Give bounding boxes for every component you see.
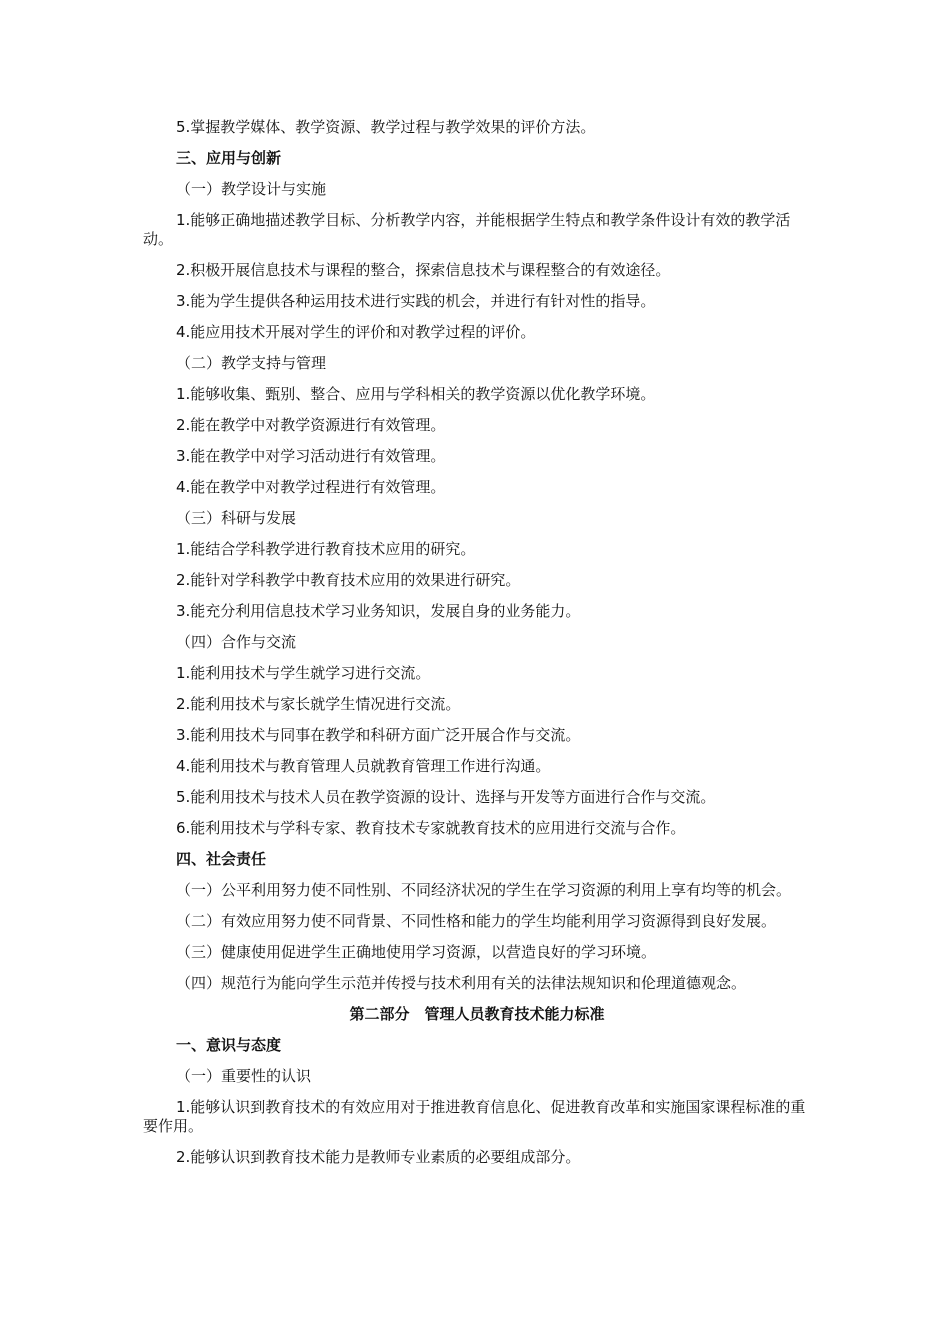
paragraph: 4.能应用技术开展对学生的评价和对教学过程的评价。 — [176, 323, 536, 341]
paragraph: 3.能利用技术与同事在教学和科研方面广泛开展合作与交流。 — [176, 726, 581, 744]
subsection-heading: （一）重要性的认识 — [176, 1067, 312, 1085]
paragraph: 5.掌握教学媒体、教学资源、教学过程与教学效果的评价方法。 — [176, 118, 596, 136]
section-heading: 一、意识与态度 — [176, 1036, 282, 1054]
part-title: 第二部分 管理人员教育技术能力标准 — [349, 1005, 605, 1023]
paragraph: （三）健康使用促进学生正确地使用学习资源，以营造良好的学习环境。 — [176, 943, 657, 961]
paragraph: 1.能够认识到教育技术的有效应用对于推进教育信息化、促进教育改革和实施国家课程标准的重要作用。 — [143, 1098, 806, 1135]
paragraph: 2.积极开展信息技术与课程的整合，探索信息技术与课程整合的有效途径。 — [176, 261, 671, 279]
paragraph: 3.能在教学中对学习活动进行有效管理。 — [176, 447, 446, 465]
paragraph: 2.能够认识到教育技术能力是教师专业素质的必要组成部分。 — [176, 1148, 581, 1166]
paragraph: 2.能针对学科教学中教育技术应用的效果进行研究。 — [176, 571, 521, 589]
paragraph: 3.能充分利用信息技术学习业务知识，发展自身的业务能力。 — [176, 602, 581, 620]
paragraph: 4.能利用技术与教育管理人员就教育管理工作进行沟通。 — [176, 757, 551, 775]
paragraph: 6.能利用技术与学科专家、教育技术专家就教育技术的应用进行交流与合作。 — [176, 819, 686, 837]
paragraph: 3.能为学生提供各种运用技术进行实践的机会，并进行有针对性的指导。 — [176, 292, 656, 310]
section-heading: 三、应用与创新 — [176, 149, 282, 167]
paragraph: 2.能在教学中对教学资源进行有效管理。 — [176, 416, 446, 434]
subsection-heading: （四）合作与交流 — [176, 633, 297, 651]
section-heading: 四、社会责任 — [176, 850, 267, 868]
paragraph: 1.能够正确地描述教学目标、分析教学内容，并能根据学生特点和教学条件设计有效的教学活动。 — [143, 211, 791, 248]
subsection-heading: （一）教学设计与实施 — [176, 180, 327, 198]
paragraph: 5.能利用技术与技术人员在教学资源的设计、选择与开发等方面进行合作与交流。 — [176, 788, 716, 806]
paragraph: 4.能在教学中对教学过程进行有效管理。 — [176, 478, 446, 496]
paragraph: （二）有效应用努力使不同背景、不同性格和能力的学生均能利用学习资源得到良好发展。 — [176, 912, 777, 930]
paragraph: （一）公平利用努力使不同性别、不同经济状况的学生在学习资源的利用上享有均等的机会。 — [176, 881, 792, 899]
paragraph: 1.能利用技术与学生就学习进行交流。 — [176, 664, 431, 682]
subsection-heading: （二）教学支持与管理 — [176, 354, 327, 372]
subsection-heading: （三）科研与发展 — [176, 509, 297, 527]
paragraph: 2.能利用技术与家长就学生情况进行交流。 — [176, 695, 461, 713]
document-body — [143, 118, 811, 1179]
paragraph: 1.能够收集、甄别、整合、应用与学科相关的教学资源以优化教学环境。 — [176, 385, 656, 403]
paragraph: 1.能结合学科教学进行教育技术应用的研究。 — [176, 540, 476, 558]
paragraph: （四）规范行为能向学生示范并传授与技术利用有关的法律法规知识和伦理道德观念。 — [176, 974, 747, 992]
